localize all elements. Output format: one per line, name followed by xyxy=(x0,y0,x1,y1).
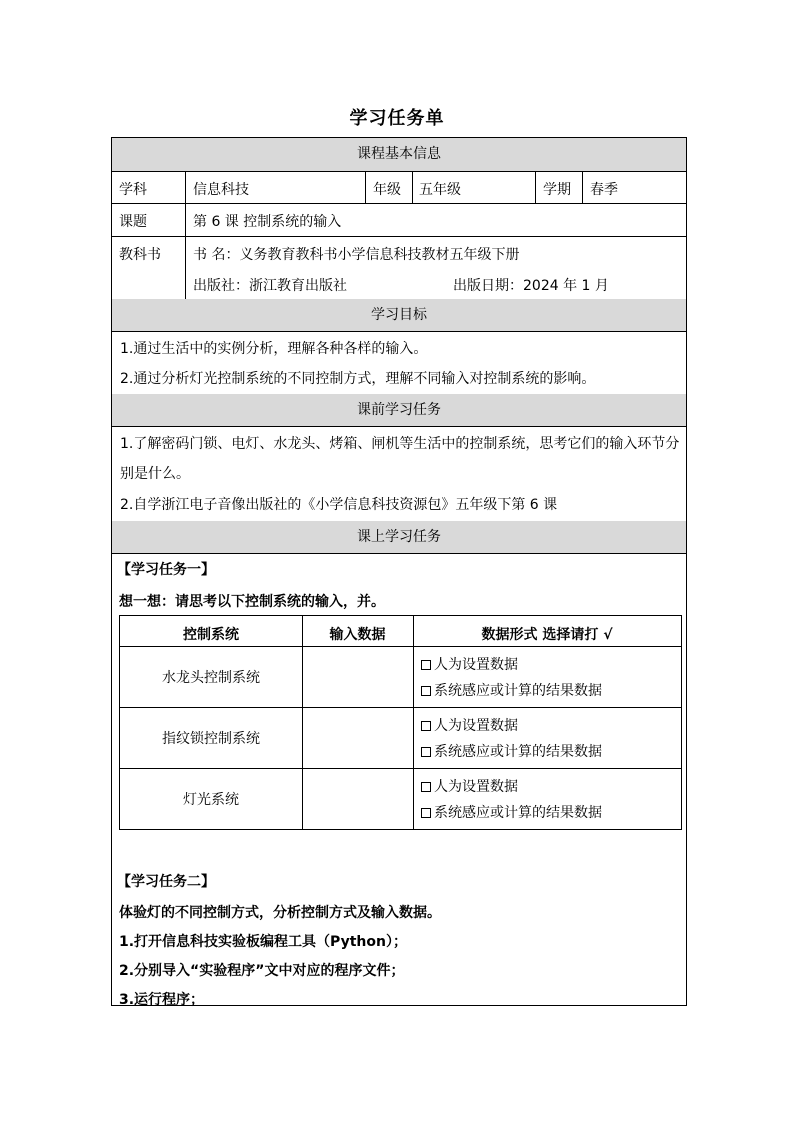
row-1-option-manual-checkbox[interactable] xyxy=(421,654,518,674)
task-2-step-2: 2.分别导入“实验程序”文中对应的程序文件； xyxy=(119,963,405,979)
table-row-2-system: 指纹锁控制系统 xyxy=(162,731,260,747)
checkbox-icon[interactable] xyxy=(421,747,431,757)
checkbox-icon[interactable] xyxy=(421,660,431,670)
row-2-option-manual-checkbox[interactable] xyxy=(421,715,518,735)
row-2-option-sensed-checkbox[interactable] xyxy=(421,741,602,761)
task-2-prompt: 体验灯的不同控制方式，分析控制方式及输入数据。 xyxy=(119,905,441,921)
checkbox-icon[interactable] xyxy=(421,686,431,696)
goal-item-2: 2.通过分析灯光控制系统的不同控制方式，理解不同输入对控制系统的影响。 xyxy=(120,371,596,387)
topic-value: 第 6 课 控制系统的输入 xyxy=(193,214,342,230)
option-label: 人为设置数据 xyxy=(434,779,518,795)
section-header-pre-tasks: 课前学习任务 xyxy=(112,394,686,426)
row-1-option-sensed-checkbox[interactable] xyxy=(421,680,602,700)
header-control-system: 控制系统 xyxy=(183,627,239,643)
book-name-line: 书 名：义务教育教科书小学信息科技教材五年级下册 xyxy=(193,247,520,263)
subject-value: 信息科技 xyxy=(193,182,249,198)
row-3-option-sensed-checkbox[interactable] xyxy=(421,802,602,822)
pre-task-item-1-line-2: 别是什么。 xyxy=(120,466,190,482)
row-3-option-manual-checkbox[interactable] xyxy=(421,776,518,796)
pre-task-item-2: 2.自学浙江电子音像出版社的《小学信息科技资源包》五年级下第 6 课 xyxy=(120,497,558,513)
task-1-title: 【学习任务一】 xyxy=(117,562,215,578)
pre-task-item-1-line-1: 1.了解密码门锁、电灯、水龙头、烤箱、闸机等生活中的控制系统，思考它们的输入环节分 xyxy=(120,436,680,452)
task-2-step-1: 1.打开信息科技实验板编程工具（Python）； xyxy=(119,934,407,950)
section-header-class-tasks: 课上学习任务 xyxy=(112,521,686,553)
header-data-form: 数据形式 选择请打 √ xyxy=(481,627,613,643)
section-header-basic-info: 课程基本信息 xyxy=(112,138,686,171)
task-2-step-3: 3.运行程序； xyxy=(119,992,205,1008)
term-value: 春季 xyxy=(590,182,618,198)
table-row-3-system: 灯光系统 xyxy=(183,792,239,808)
header-input-data: 输入数据 xyxy=(329,627,386,643)
option-label: 系统感应或计算的结果数据 xyxy=(434,805,602,821)
grade-label: 年级 xyxy=(373,182,401,198)
subject-label: 学科 xyxy=(119,182,147,198)
publish-date-line: 出版日期：2024 年 1 月 xyxy=(453,278,609,294)
publisher-line: 出版社：浙江教育出版社 xyxy=(193,278,347,294)
textbook-label: 教科书 xyxy=(119,247,161,263)
task-sheet-table xyxy=(111,137,687,1006)
option-label: 人为设置数据 xyxy=(434,657,518,673)
section-header-goals: 学习目标 xyxy=(112,299,686,331)
option-label: 人为设置数据 xyxy=(434,718,518,734)
task-1-prompt: 想一想：请思考以下控制系统的输入，并。 xyxy=(119,594,385,610)
option-label: 系统感应或计算的结果数据 xyxy=(434,744,602,760)
checkbox-icon[interactable] xyxy=(421,721,431,731)
table-row-1-system: 水龙头控制系统 xyxy=(162,670,260,686)
document-title: 学习任务单 xyxy=(349,108,445,129)
control-system-worksheet xyxy=(119,615,682,830)
task-2-title: 【学习任务二】 xyxy=(117,874,215,890)
term-label: 学期 xyxy=(543,182,571,198)
goal-item-1: 1.通过生活中的实例分析，理解各种各样的输入。 xyxy=(120,341,428,357)
checkbox-icon[interactable] xyxy=(421,808,431,818)
grade-value: 五年级 xyxy=(419,182,461,198)
topic-label: 课题 xyxy=(119,214,147,230)
option-label: 系统感应或计算的结果数据 xyxy=(434,683,602,699)
checkbox-icon[interactable] xyxy=(421,782,431,792)
